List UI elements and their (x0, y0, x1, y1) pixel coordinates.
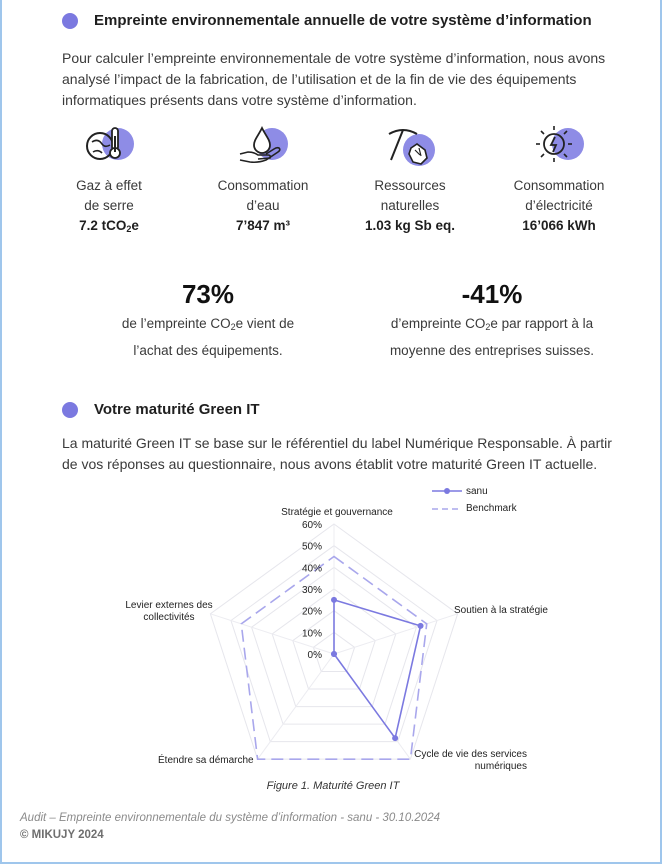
metric-value: 7.2 tCO$_2$e (79, 218, 139, 234)
section-header-environmental-footprint (62, 12, 592, 29)
highlight-text: d’empreinte $CO_2e$ par rapport à la moyenne des entreprises suisses. (389, 316, 595, 358)
metric-label: Consommation (513, 178, 605, 193)
footer-audit-line: Audit – Empreinte environnementale du système d’information - sanu - 30.10.2024 (20, 812, 440, 824)
radar-chart (2, 490, 662, 780)
section-bullet (62, 402, 78, 418)
axis-label-extend: Étendre sa démarche (158, 755, 254, 766)
highlight-text: de l’empreinte $CO_2e$ vient de l’achat des équipements. (121, 316, 295, 358)
series-sanu-point (418, 623, 424, 629)
metric-resources (345, 124, 475, 236)
radar-tick-label: 10% (301, 628, 322, 640)
thermometer-globe-icon (84, 124, 134, 166)
legend-sanu-marker (444, 488, 450, 494)
metric-value: 7’847 m³ (235, 218, 291, 233)
series-sanu-point (392, 735, 398, 741)
radar-tick-label: 30% (301, 585, 322, 596)
axis-label-lifecycle: Cycle de vie des services numériques (414, 749, 527, 772)
legend-label-sanu: sanu (466, 486, 488, 497)
metric-label: d’électricité (525, 198, 593, 213)
pickaxe-icon (385, 124, 435, 166)
section-header-green-it (62, 401, 260, 418)
metric-label: de serre (84, 198, 134, 213)
axis-label-external: Levier externes des collectivités (125, 600, 213, 623)
metric-ghg (44, 124, 174, 239)
section-bullet (62, 13, 78, 29)
section-title: Votre maturité Green IT (94, 401, 260, 418)
metric-value: 1.03 kg Sb eq. (364, 218, 456, 233)
electricity-sun-icon (534, 124, 584, 166)
metric-electricity (494, 124, 624, 236)
radar-tick-label: 20% (301, 606, 322, 618)
intro-paragraph: Pour calculer l’empreinte environnementale de votre système d’information, nous avons analysé l’impact de la fabrication, de l’utilisation et de la fin de vie des équipements informatiques présents dans votre système d’information. (62, 50, 606, 108)
water-hand-icon (238, 124, 288, 166)
chart-legend-markers (430, 484, 470, 514)
metric-value: 16’066 kWh (522, 218, 596, 233)
metric-label: Ressources (374, 178, 446, 193)
metric-label: d’eau (246, 198, 280, 213)
radar-tick-label: 50% (301, 541, 322, 553)
series-sanu-point (331, 597, 337, 603)
radar-spoke (334, 614, 458, 654)
axis-label-support: Soutien à la stratégie (454, 605, 548, 616)
metric-water (198, 124, 328, 236)
radar-tick-label: 60% (301, 520, 322, 531)
metric-label: Consommation (217, 178, 309, 193)
highlight-benchmark-diff (372, 278, 612, 363)
metric-label: Gaz à effet (76, 178, 142, 193)
highlight-number: -41% (461, 279, 523, 309)
section-title: Empreinte environnementale annuelle de votre système d’information (94, 12, 592, 29)
radar-ticks (302, 520, 322, 661)
radar-tick-label: 40% (301, 563, 322, 575)
metric-label: naturelles (380, 198, 440, 213)
legend-label-benchmark: Benchmark (466, 503, 517, 514)
figure-caption: Figure 1. Maturité Green IT (266, 780, 400, 792)
green-it-paragraph: La maturité Green IT se base sur le référentiel du label Numérique Responsable. À partir de vos réponses au questionnaire, nous avons établit votre maturité Green IT actuelle. (62, 435, 612, 472)
radar-tick-label: 0% (307, 650, 322, 661)
axis-label-strategy: Stratégie et gouvernance (281, 507, 393, 518)
highlight-number: 73% (181, 279, 235, 309)
footer-copyright: © MIKUJY 2024 (20, 829, 104, 841)
highlight-purchase-share (98, 278, 318, 363)
series-sanu-point (331, 651, 337, 657)
